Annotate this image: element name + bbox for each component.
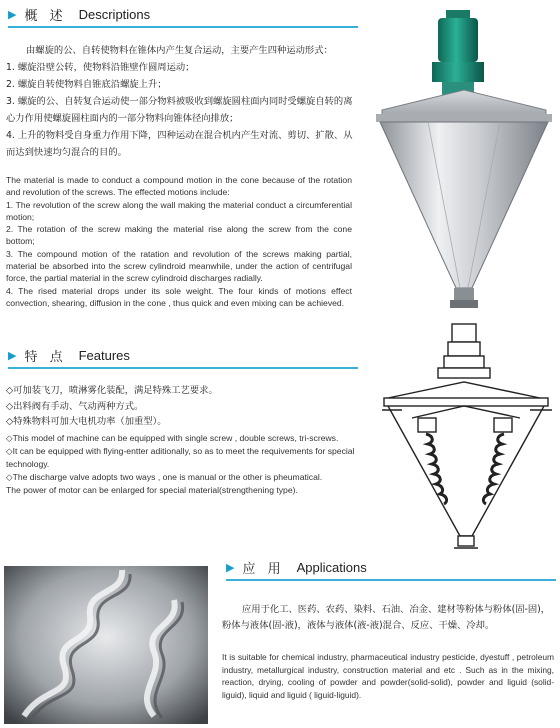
descriptions-en-intro: The material is made to conduct a compound motion in the cone because of the rotation and revolution of the screws. The effected motions include:	[6, 175, 352, 198]
features-en-item-1: ◇This model of machine can be equipped with single screw , double screws, tri-screws.	[6, 433, 339, 443]
mixer-interior-photo	[4, 566, 208, 724]
descriptions-en-item-2: 2. The rotation of the screw making the material rise along the screw from the cone bottom;	[6, 224, 352, 247]
features-title-cn: 特 点	[24, 349, 67, 365]
features-en-item-4: The power of motor can be enlarged for special material(strengthening type).	[6, 485, 298, 495]
descriptions-heading	[8, 4, 150, 24]
descriptions-title-en: Descriptions	[78, 6, 151, 22]
applications-en-text: It is suitable for chemical industry, pharmaceutical industry pesticide, dyestuff , petroleum industry, metallurgical industry, construction material and etc . Such as in the mixing, reaction, drying, cooling of powder and powder(solid-solid), powder and liguid (solid-liguid), liquid and liguid ( liguid-liguid).	[222, 652, 554, 700]
applications-heading	[226, 557, 367, 577]
cone-mixer-section-diagram	[382, 322, 558, 558]
descriptions-en-block	[6, 174, 352, 309]
descriptions-cn-item-1: 1. 螺旋沿壁公转，使物料沿锥壁作圆周运动；	[6, 62, 195, 73]
features-cn-item-1: ◇可加装飞刀，喷淋雾化装配，满足特殊工艺要求。	[6, 385, 218, 396]
features-cn-block	[6, 383, 366, 430]
descriptions-en-item-1: 1. The revolution of the screw along the wall making the material conduct a circumferential motion;	[6, 199, 352, 222]
features-en-item-2: ◇It can be equipped with flying-entter aditionally, so as to meet the requivements for special technology.	[6, 446, 355, 469]
section-arrow-icon: ▶	[8, 7, 17, 21]
descriptions-cn-block	[6, 42, 354, 161]
features-title-en: Features	[78, 347, 130, 363]
applications-title-en: Applications	[296, 559, 367, 575]
section-arrow-icon: ▶	[8, 348, 17, 362]
applications-cn-text: 应用于化工、医药、农药、染料、石油、冶金、建材等粉体与粉体(固-固)，粉体与液体(固-液)，液体与液体(液-液)混合、反应、干燥、冷却。	[222, 604, 551, 631]
features-divider	[8, 367, 358, 369]
features-cn-item-3: ◇特殊物料可加大电机功率（加重型）。	[6, 416, 167, 427]
descriptions-en-item-3: 3. The compound motion of the ratation and revolution of the screws making partial, material be absorbed into the screw cylindroid meanwhile, under the action of centrifugal force, the partial material in the screw cylindroid discharges radially.	[6, 248, 352, 284]
applications-title-cn: 应 用	[242, 561, 285, 577]
features-en-block	[6, 432, 378, 497]
features-heading	[8, 345, 130, 365]
descriptions-cn-item-2: 2. 螺旋自转使物料自锥底沿螺旋上升；	[6, 79, 167, 90]
features-cn-item-2: ◇出料阀有手动、气动两种方式。	[6, 400, 144, 412]
descriptions-en-item-4: 4. The rised material drops under its sole weight. The four kinds of motions effect convection, shearing, diffusion in the cone , thus quick and even mixing can be achieved.	[6, 285, 352, 308]
section-arrow-icon: ▶	[226, 560, 235, 574]
descriptions-cn-intro: 由螺旋的公、自转使物料在锥体内产生复合运动，主要产生四种运动形式：	[26, 45, 333, 56]
cone-mixer-photo	[368, 6, 560, 314]
descriptions-title-cn: 概 述	[24, 8, 67, 24]
applications-divider	[226, 579, 556, 581]
features-en-item-3: ◇The discharge valve adopts two ways , one is manual or the other is pheumatical.	[6, 472, 323, 482]
descriptions-divider	[8, 26, 358, 28]
descriptions-cn-item-3: 3. 螺旋的公、自转复合运动使一部分物料被吸收到螺旋圆柱面内同时受螺旋自转的离心力作用使螺旋圆柱面内的一部分物料向锥体径向排放；	[6, 96, 353, 124]
descriptions-cn-item-4: 4. 上升的物料受自身重力作用下降，四种运动在混合机内产生对流、剪切、扩散、从而达到快速均匀混合的目的。	[6, 130, 353, 158]
